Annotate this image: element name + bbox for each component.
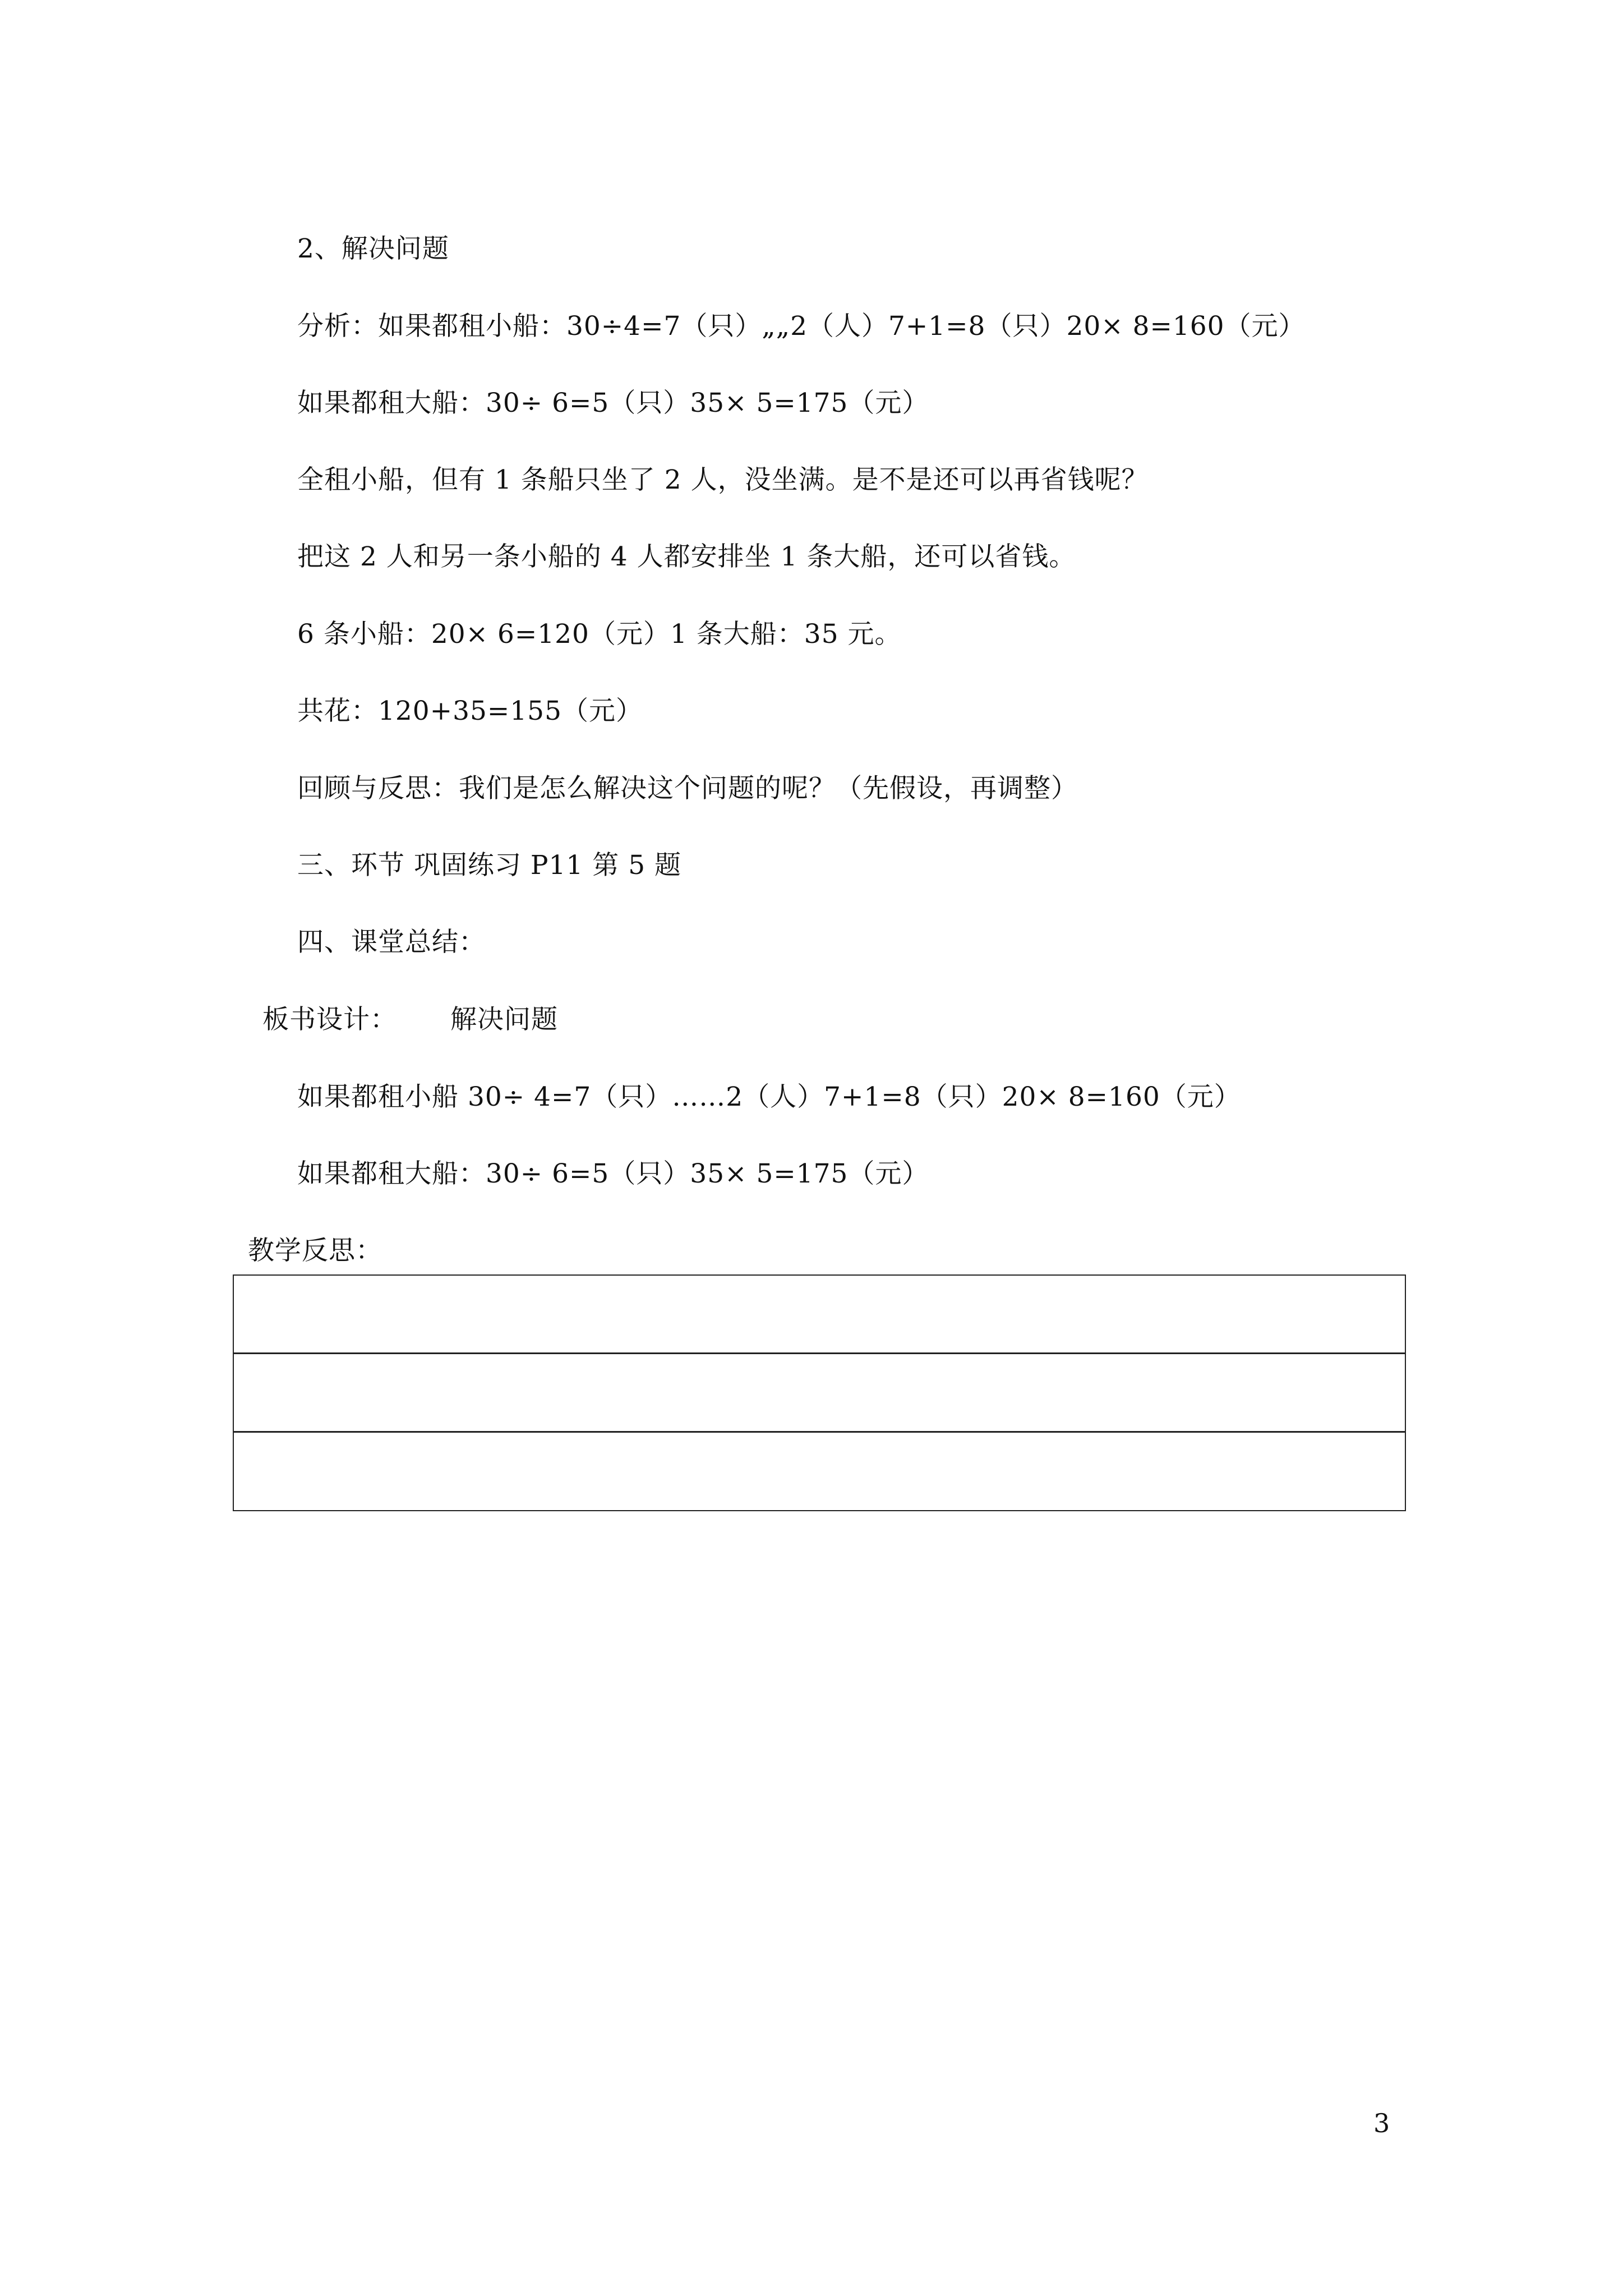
board-design-line: 如果都租小船 30÷ 4=7（只）……2（人）7+1=8（只）20× 8=160（元） (297, 1082, 1241, 1112)
board-design-title: 解决问题 (450, 1004, 558, 1035)
big-boat-line: 如果都租大船：30÷ 6=5（只）35× 5=175（元） (297, 388, 929, 418)
section-heading-practice: 三、环节 巩固练习 P11 第 5 题 (297, 850, 682, 881)
board-design-label: 板书设计： (262, 1004, 397, 1035)
reflection-row (234, 1276, 1405, 1354)
page-number: 3 (1373, 2108, 1390, 2138)
cost-breakdown-line: 6 条小船：20× 6=120（元）1 条大船：35 元。 (297, 619, 902, 650)
teaching-reflection-label: 教学反思： (248, 1235, 382, 1266)
section-heading-summary: 四、课堂总结： (297, 927, 486, 958)
reflection-row (234, 1354, 1405, 1433)
analysis-line: 分析：如果都租小船：30÷4=7（只）„„2（人）7+1=8（只）20× 8=160（元） (297, 311, 1306, 342)
teaching-reflection-table (233, 1274, 1406, 1511)
board-design-line: 如果都租大船：30÷ 6=5（只）35× 5=175（元） (297, 1158, 929, 1189)
small-boat-question-line: 全租小船，但有 1 条船只坐了 2 人，没坐满。是不是还可以再省钱呢？ (297, 464, 1149, 495)
arrangement-line: 把这 2 人和另一条小船的 4 人都安排坐 1 条大船，还可以省钱。 (297, 541, 1076, 572)
section-heading-solve-problem: 2、解决问题 (297, 233, 449, 264)
reflection-row (234, 1433, 1405, 1509)
total-cost-line: 共花：120+35=155（元） (297, 696, 643, 726)
review-reflection-line: 回顾与反思：我们是怎么解决这个问题的呢？（先假设，再调整） (297, 773, 1078, 804)
